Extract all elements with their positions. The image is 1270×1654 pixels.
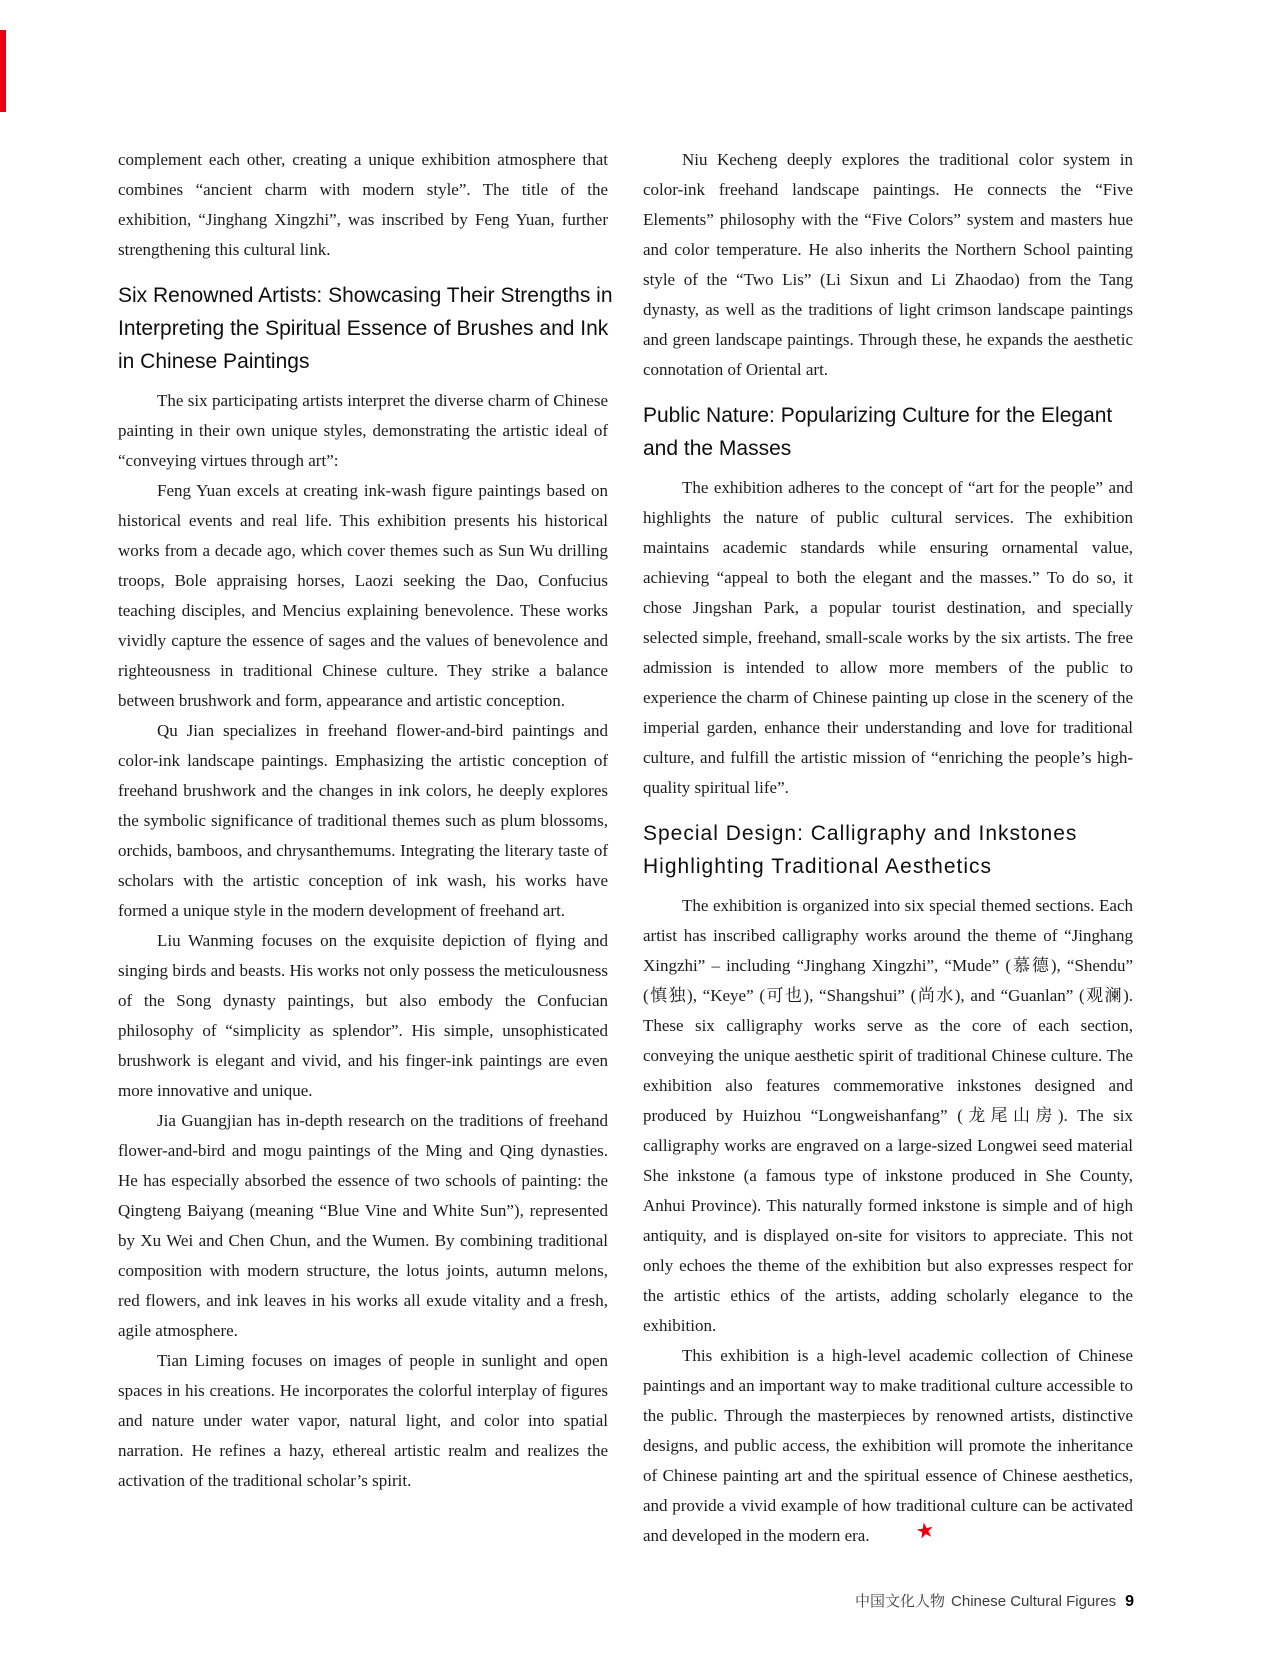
paragraph-special-design: The exhibition is organized into six special themed sections. Each artist has inscribed calligraphy works around the theme of “Jinghang Xingzhi” – including “Jinghang Xingzhi”, “Mude” (慕德), “Shendu” (慎独), “Keye” (可也), “Shangshui” (尚水), and “Guanlan” (观澜). These six calligraphy works serve as the core of each section, conveying the unique aesthetic spirit of traditional Chinese culture. The exhibition also features commemorative inkstones designed and produced by Huizhou “Longweishanfang” (龙尾山房). The six calligraphy works are engraved on a large-sized Longwei seed material She inkstone (a famous type of inkstone produced in She County, Anhui Province). This naturally formed inkstone is simple and of high antiquity, and is displayed on-site for visitors to appreciate. This not only echoes the theme of the exhibition but also expresses respect for the artistic ethics of the artists, adding scholarly elegance to the exhibition. bbox=[643, 896, 1133, 1335]
page-footer bbox=[118, 1590, 1134, 1611]
paragraph-jia-guangjian: Jia Guangjian has in-depth research on the traditions of freehand flower-and-bird and mogu paintings of the Ming and Qing dynasties. He has especially absorbed the essence of two schools of painting: the Qingteng Baiyang (meaning “Blue Vine and White Sun”), represented by Xu Wei and Chen Chun, and the Wumen. By combining traditional composition with modern structure, the lotus joints, autumn melons, red flowers, and ink leaves in his works all exude vitality and a fresh, agile atmosphere. bbox=[118, 1111, 608, 1340]
heading-public-nature: Public Nature: Popularizing Culture for the Elegant and the Masses bbox=[643, 404, 1113, 460]
heading-special-design: Special Design: Calligraphy and Inkstones Highlighting Traditional Aesthetics bbox=[643, 822, 1078, 878]
article-body bbox=[118, 145, 1134, 1551]
footer-page-number: 9 bbox=[1125, 1593, 1134, 1610]
paragraph-niu-kecheng: Niu Kecheng deeply explores the traditional color system in color-ink freehand landscape paintings. He connects the “Five Elements” philosophy with the “Five Colors” system and masters hue and color temperature. He also inherits the Northern School painting style of the “Two Lis” (Li Sixun and Li Zhaodao) from the Tang dynasty, as well as the traditions of light crimson landscape paintings and green landscape paintings. Through these, he expands the aesthetic connotation of Oriental art. bbox=[643, 150, 1133, 379]
paragraph-intro-continuation: complement each other, creating a unique exhibition atmosphere that combines “ancient charm with modern style”. The title of the exhibition, “Jinghang Xingzhi”, was inscribed by Feng Yuan, further strengthening this cultural link. bbox=[118, 150, 608, 259]
footer-journal-name-english: Chinese Cultural Figures bbox=[951, 1593, 1117, 1610]
paragraph-closing bbox=[643, 1341, 1133, 1551]
left-column bbox=[118, 145, 613, 1551]
end-of-article-star-icon: ★ bbox=[913, 1517, 936, 1545]
paragraph-closing-text: This exhibition is a high-level academic collection of Chinese paintings and an important way to make traditional culture accessible to the public. Through the masterpieces by renowned artists, distinctive designs, and public access, the exhibition will promote the inheritance of Chinese painting art and the spiritual essence of Chinese aesthetics, and provide a vivid example of how traditional culture can be activated and developed in the modern era. bbox=[643, 1346, 1133, 1545]
paragraph-public-nature: The exhibition adheres to the concept of “art for the people” and highlights the nature of public cultural services. The exhibition maintains academic standards while ensuring ornamental value, achieving “appeal to both the elegant and the masses.” To do so, it chose Jingshan Park, a popular tourist destination, and specially selected simple, freehand, small-scale works by the six artists. The free admission is intended to allow more members of the public to experience the charm of Chinese painting up close in the scenery of the imperial garden, enhance their understanding and love for traditional culture, and fulfill the artistic mission of “enriching the people’s high-quality spiritual life”. bbox=[643, 478, 1133, 797]
paragraph-tian-liming: Tian Liming focuses on images of people in sunlight and open spaces in his creations. He incorporates the colorful interplay of figures and nature under water vapor, natural light, and color into spatial narration. He refines a hazy, ethereal artistic realm and realizes the activation of the traditional scholar’s spirit. bbox=[118, 1351, 608, 1490]
paragraph-liu-wanming: Liu Wanming focuses on the exquisite depiction of flying and singing birds and beasts. His works not only possess the meticulousness of the Song dynasty paintings, but also embody the Confucian philosophy of “simplicity as splendor”. His simple, unsophisticated brushwork is elegant and vivid, and his finger-ink paintings are even more innovative and unique. bbox=[118, 931, 608, 1100]
page-edge-red-bar bbox=[0, 30, 6, 112]
paragraph-feng-yuan: Feng Yuan excels at creating ink-wash figure paintings based on historical events and real life. This exhibition presents his historical works from a decade ago, which cover themes such as Sun Wu drilling troops, Bole appraising horses, Laozi seeking the Dao, Confucius teaching disciples, and Mencius explaining benevolence. These works vividly capture the essence of sages and the values of benevolence and righteousness in traditional Chinese culture. They strike a balance between brushwork and form, appearance and artistic conception. bbox=[118, 481, 608, 710]
right-column bbox=[643, 145, 1133, 1551]
paragraph-artists-intro: The six participating artists interpret the diverse charm of Chinese painting in their own unique styles, demonstrating the artistic ideal of “conveying virtues through art”: bbox=[118, 391, 608, 470]
paragraph-qu-jian: Qu Jian specializes in freehand flower-and-bird paintings and color-ink landscape paintings. Emphasizing the artistic conception of freehand brushwork and the changes in ink colors, he deeply explores the symbolic significance of traditional themes such as plum blossoms, orchids, bamboos, and chrysanthemums. Integrating the literary taste of scholars with the artistic conception of ink wash, his works have formed a unique style in the modern development of freehand art. bbox=[118, 721, 608, 920]
footer-journal-name-chinese: 中国文化人物 bbox=[855, 1593, 946, 1610]
heading-six-renowned-artists: Six Renowned Artists: Showcasing Their Strengths in Interpreting the Spiritual Essence of Brushes and Ink in Chinese Paintings bbox=[118, 284, 613, 373]
